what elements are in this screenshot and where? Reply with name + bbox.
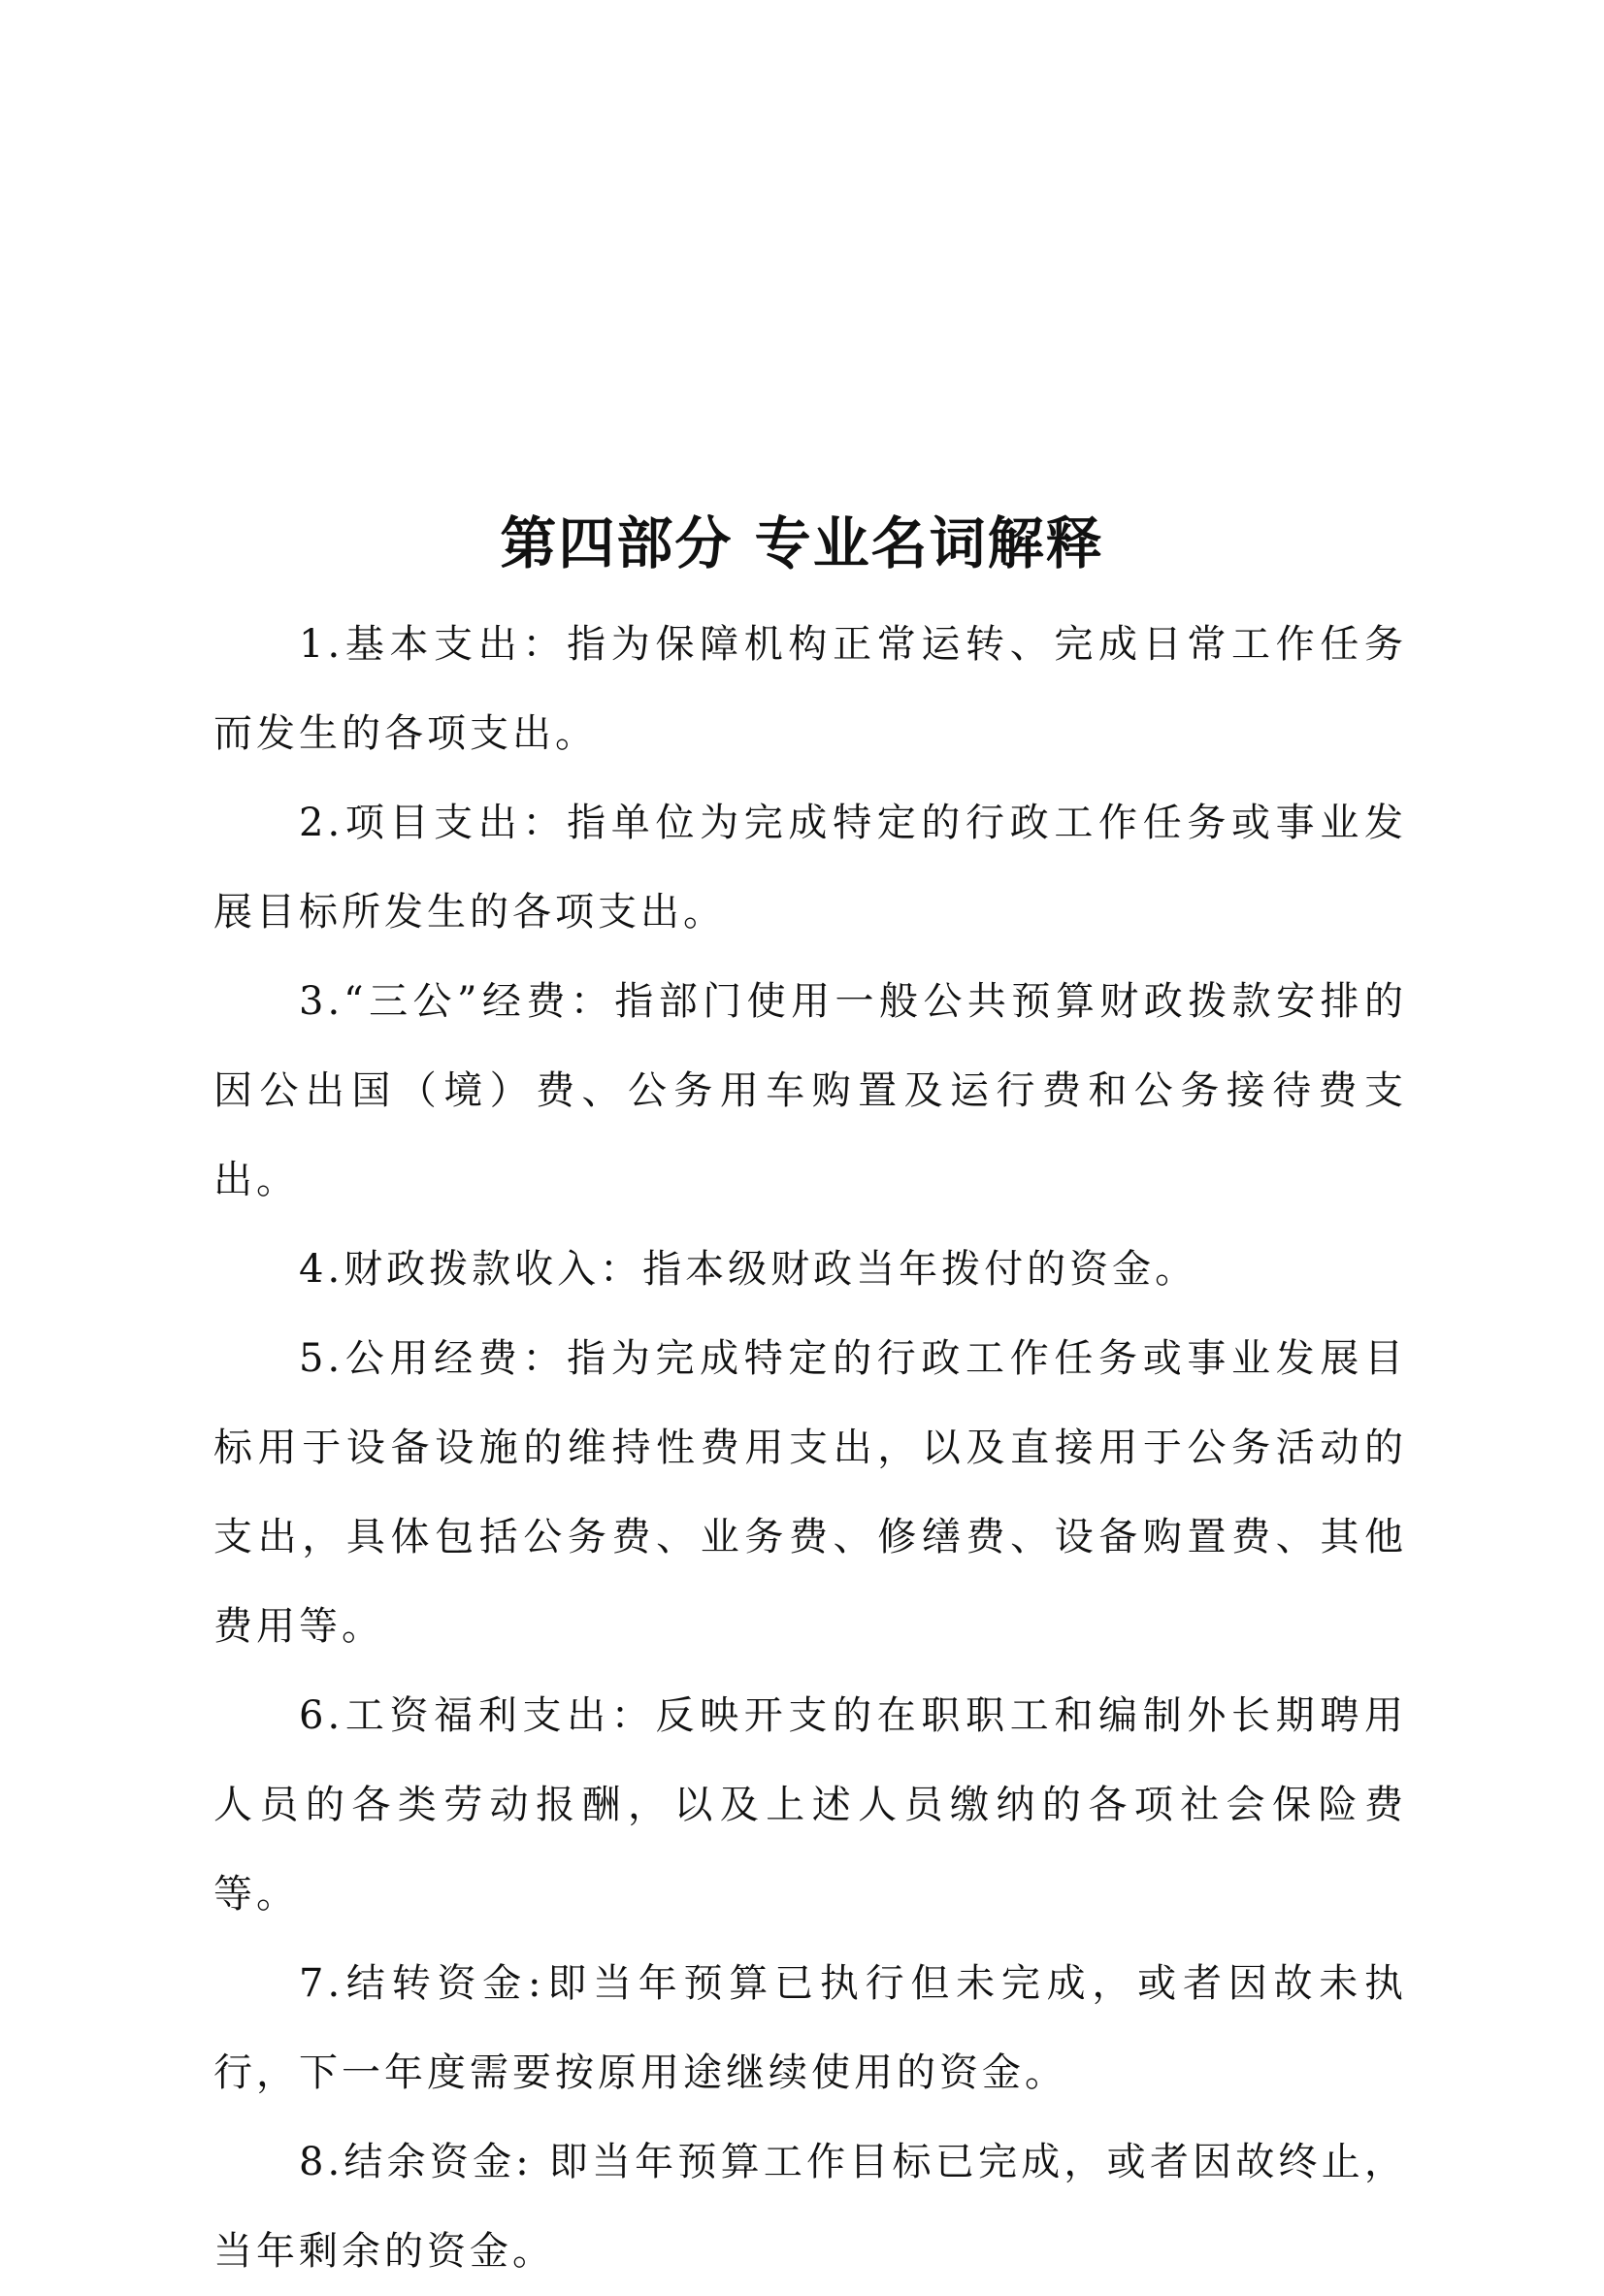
definition-item-4: [213, 1225, 1407, 1314]
definition-item-5: [213, 1314, 1407, 1671]
definition-item-6: [213, 1671, 1407, 1939]
definition-text: 即当年预算已执行但未完成，或者因故未执行，下一年度需要按原用途继续使用的资金。: [213, 1961, 1408, 2095]
definition-text: 指为保障机构正常运转、完成日常工作任务而发生的各项支出。: [213, 622, 1407, 756]
definition-term: 1.基本支出：: [299, 622, 568, 667]
definition-text: 指为完成特定的行政工作任务或事业发展目标用于设备设施的维持性费用支出，以及直接用于公务活动的支出，具体包括公务费、业务费、修缮费、设备购置费、其他费用等。: [213, 1336, 1407, 1649]
definition-item-8: [213, 2117, 1407, 2296]
definition-item-2: [213, 778, 1407, 957]
definitions-list: [213, 600, 1407, 2296]
page-title: 第四部分 专业名词解释: [500, 510, 1104, 576]
definition-item-1: [213, 600, 1407, 778]
definition-term: 6.工资福利支出：: [299, 1693, 656, 1738]
definition-text: 指单位为完成特定的行政工作任务或事业发展目标所发生的各项支出。: [213, 801, 1407, 935]
definition-text: 指部门使用一般公共预算财政拨款安排的因公出国（境）费、公务用车购置及运行费和公务接待费支出。: [213, 979, 1408, 1202]
definition-term: 3.“三公”经费：: [299, 979, 615, 1024]
definition-term: 2.项目支出：: [299, 801, 568, 845]
definition-item-3: [213, 957, 1407, 1225]
definition-term: 4.财政拨款收入：: [299, 1247, 643, 1292]
definition-term: 5.公用经费：: [299, 1336, 568, 1381]
definition-term: 8.结余资金:: [299, 2140, 533, 2184]
definition-term: 7.结转资金:: [299, 1961, 545, 2006]
definition-text: 即当年预算工作目标已完成，或者因故终止，当年剩余的资金。: [213, 2140, 1408, 2274]
definition-text: 反映开支的在职职工和编制外长期聘用人员的各类劳动报酬，以及上述人员缴纳的各项社会保险费等。: [213, 1693, 1408, 1917]
definition-text: 指本级财政当年拨付的资金。: [642, 1247, 1198, 1292]
definition-item-7: [213, 1939, 1407, 2117]
